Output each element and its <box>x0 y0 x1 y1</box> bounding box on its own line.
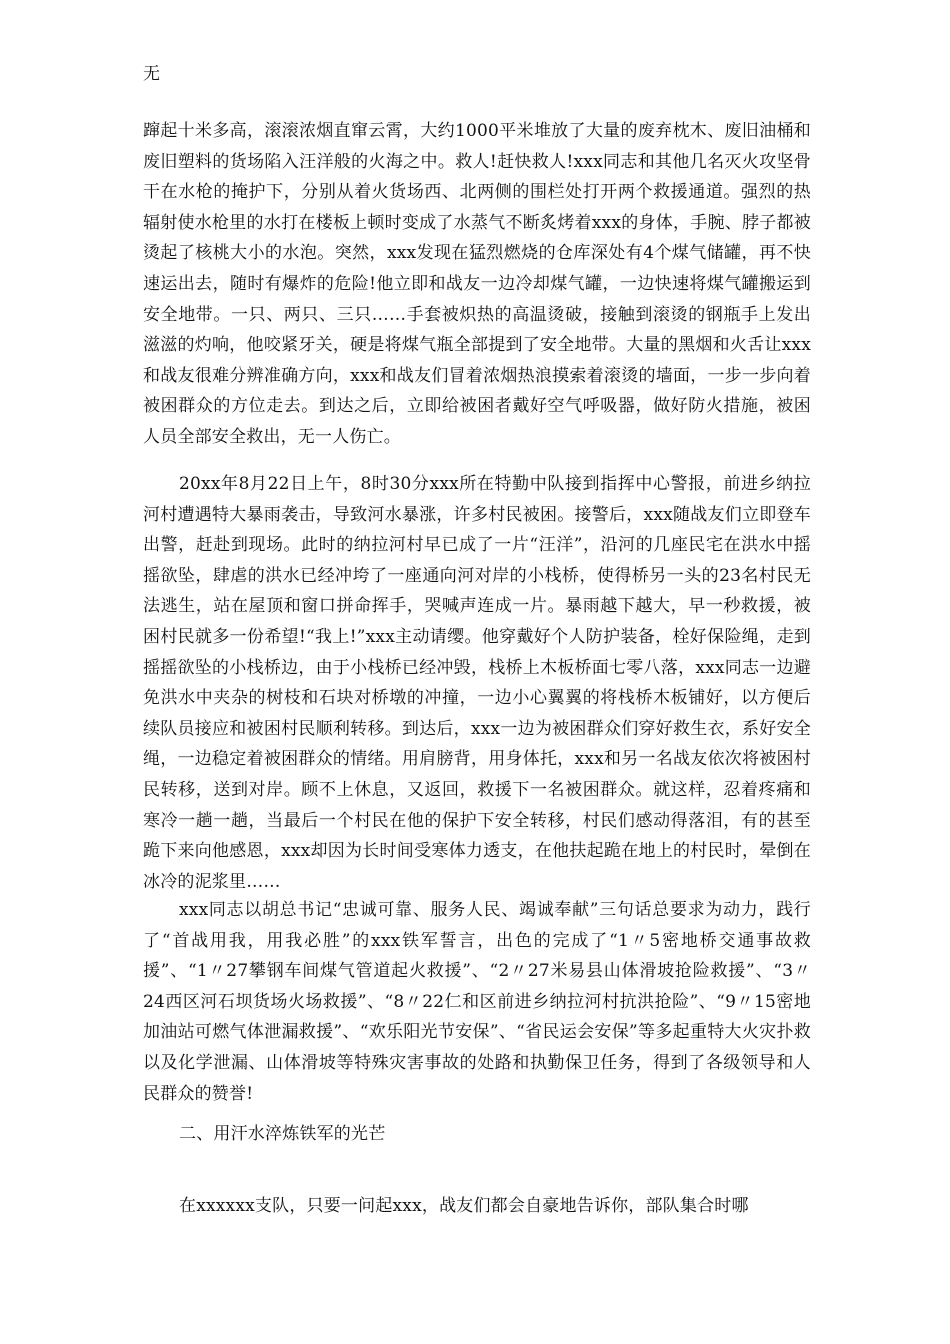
page-header-text: 无 <box>143 64 160 84</box>
paragraph-achievements: xxx同志以胡总书记“忠诚可靠、服务人民、竭诚奉献”三句话总要求为动力，践行了“首战用我，用我必胜”的xxx铁军誓言，出色的完成了“1〃5密地桥交通事故救援”、“1〃27攀钢车间煤气管道起火救援”、“2〃27米易县山体滑坡抢险救援”、“3〃24西区河石坝货场火场救援”、“8〃22仁和区前进乡纳拉河村抗洪抢险”、“9〃15密地加油站可燃气体泄漏救援”、“欢乐阳光节安保”、“省民运会安保”等多起重特大火灾扑救以及化学泄漏、山体滑坡等特殊灾害事故的处路和执勤保卫任务，得到了各级领导和人民群众的赞誉! <box>143 900 811 1104</box>
paragraph-flood-rescue: 20xx年8月22日上午，8时30分xxx所在特勤中队接到指挥中心警报，前进乡纳拉河村遭遇特大暴雨袭击，导致河水暴涨，许多村民被困。接警后，xxx随战友们立即登车出警，赶赴到现场。此时的纳拉河村早已成了一片“汪洋”，沿河的几座民宅在洪水中摇摇欲坠，肆虐的洪水已经冲垮了一座通向河对岸的小栈桥，使得桥另一头的23名村民无法逃生，站在屋顶和窗口拼命挥手，哭喊声连成一片。暴雨越下越大，早一秒救援，被困村民就多一份希望!“我上!”xxx主动请缨。他穿戴好个人防护装备，栓好保险绳，走到摇摇欲坠的小栈桥边，由于小栈桥已经冲毁，栈桥上木板桥面七零八落，xxx同志一边避免洪水中夹杂的树枝和石块对桥墩的冲撞，一边小心翼翼的将栈桥木板铺好，以方便后续队员接应和被困村民顺利转移。到达后，xxx一边为被困群众们穿好救生衣，系好安全绳，一边稳定着被困群众的情绪。用肩膀背，用身体托，xxx和另一名战友依次将被困村民转移，送到对岸。顾不上休息，又返回，救援下一名被困群众。就这样，忍着疼痛和寒冷一趟一趟，当最后一个村民在他的保护下安全转移，村民们感动得落泪，有的甚至跪下来向他感恩，xxx却因为长时间受寒体力透支，在他扶起跪在地上的村民时，晕倒在冰冷的泥浆里…… <box>143 474 811 892</box>
paragraph-fire-rescue: 蹿起十米多高，滚滚浓烟直窜云霄，大约1000平米堆放了大量的废弃枕木、废旧油桶和废旧塑料的货场陷入汪洋般的火海之中。救人!赶快救人!xxx同志和其他几名灭火攻坚骨干在水枪的掩护下，分别从着火货场西、北两侧的围栏处打开两个救援通道。强烈的热辐射使水枪里的水打在楼板上顿时变成了水蒸气不断炙烤着xxx的身体，手腕、脖子都被烫起了核桃大小的水泡。突然，xxx发现在猛烈燃烧的仓库深处有4个煤气储罐，再不快速运出去，随时有爆炸的危险!他立即和战友一边冷却煤气罐，一边快速将煤气罐搬运到安全地带。一只、两只、三只……手套被炽热的高温烫破，接触到滚烫的钢瓶手上发出滋滋的灼响，他咬紧牙关，硬是将煤气瓶全部提到了安全地带。大量的黑烟和火舌让xxx和战友很难分辨准确方向，xxx和战友们冒着浓烟热浪摸索着滚烫的墙面，一步一步向着被困群众的方位走去。到达之后，立即给被困者戴好空气呼吸器，做好防火措施，被困人员全部安全救出，无一人伤亡。 <box>143 121 811 447</box>
section-heading: 二、用汗水淬炼铁军的光芒 <box>179 1124 386 1144</box>
paragraph-detachment: 在xxxxxx支队，只要一问起xxx，战友们都会自豪地告诉你，部队集合时哪 <box>179 1196 749 1216</box>
